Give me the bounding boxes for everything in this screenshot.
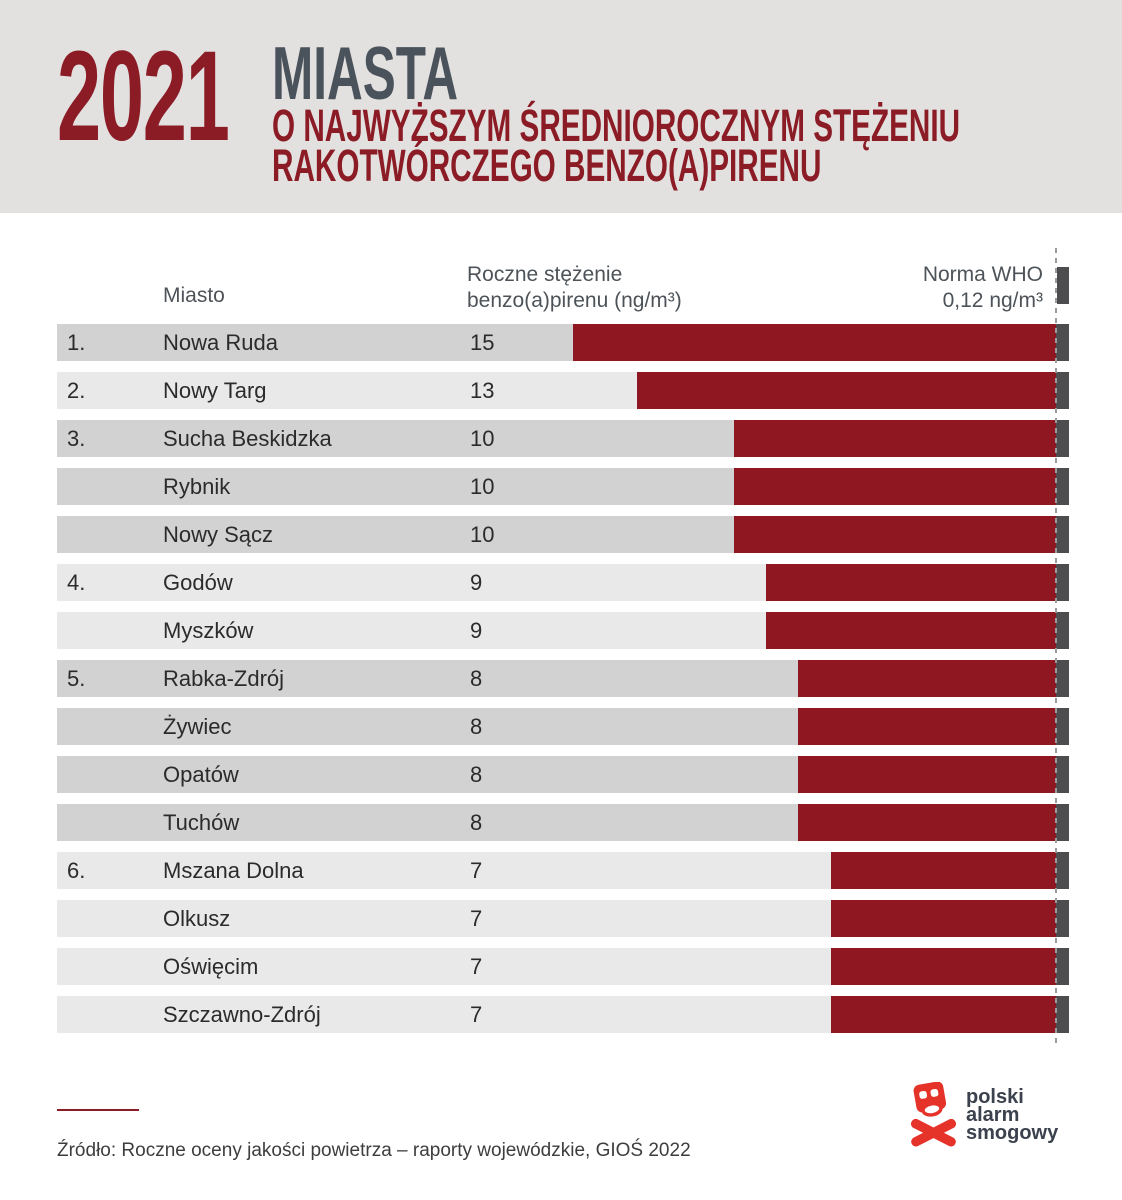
value-label: 8 [470,762,483,787]
column-header-value-line2: benzo(a)pirenu (ng/m³) [467,289,682,312]
city-label: Żywiec [163,714,232,739]
column-header-value-line1: Roczne stężenie [467,263,623,286]
value-bar [798,708,1056,745]
value-bar [798,804,1056,841]
city-label: Oświęcim [163,954,259,979]
value-bar [734,468,1056,505]
norm-cap [1056,660,1069,697]
smog-alarm-skull-icon [910,1082,958,1148]
value-bar [766,612,1056,649]
table-row [57,420,1069,457]
year-label: 2021 [57,25,229,168]
norm-cap [1056,804,1069,841]
table-row [57,804,1069,841]
norm-cap [1056,756,1069,793]
value-label: 8 [470,714,483,739]
norm-cap [1056,948,1069,985]
logo-wordmark [966,1088,1058,1142]
logo-word-1: polski [966,1086,1024,1108]
table-row [57,948,1069,985]
value-label: 7 [470,954,483,979]
value-label: 15 [470,330,495,355]
value-bar [798,756,1056,793]
table-row [57,852,1069,889]
city-label: Opatów [163,762,239,787]
table-row [57,708,1069,745]
norm-cap [1056,420,1069,457]
source-divider-line [57,1109,139,1111]
table-row [57,612,1069,649]
value-label: 10 [470,522,495,547]
norm-cap [1056,852,1069,889]
who-norm-label [923,262,1043,314]
value-bar [734,516,1056,553]
rank-label: 6. [67,858,86,883]
page-subtitle-line2: RAKOTWÓRCZEGO BENZO(A)PIRENU [272,140,822,191]
value-label: 7 [470,906,483,931]
who-norm-label-line1: Norma WHO [922,263,1043,286]
table-row [57,372,1069,409]
value-label: 9 [470,618,483,643]
norm-cap [1056,612,1069,649]
norm-cap [1056,372,1069,409]
polski-alarm-smogowy-logo [910,1082,1120,1148]
city-label: Godów [163,570,233,595]
norm-cap [1056,996,1069,1033]
norm-cap [1056,468,1069,505]
rank-label: 1. [67,330,86,355]
who-norm-dashed-line [1055,248,1057,1043]
bar-rows [57,324,1069,1044]
value-label: 8 [470,810,483,835]
value-label: 13 [470,378,495,403]
value-bar [766,564,1056,601]
value-bar [831,948,1056,985]
city-label: Nowy Sącz [163,522,274,547]
table-row [57,324,1069,361]
city-label: Rabka-Zdrój [163,666,285,691]
value-bar [831,996,1056,1033]
value-bar [798,660,1056,697]
city-label: Olkusz [163,906,231,931]
logo-word-3: smogowy [966,1122,1059,1144]
norm-cap [1056,324,1069,361]
table-row [57,468,1069,505]
rank-label: 5. [67,666,86,691]
value-label: 7 [470,858,483,883]
rank-label: 4. [67,570,86,595]
value-label: 9 [470,570,483,595]
value-bar [734,420,1056,457]
norm-cap [1056,564,1069,601]
table-row [57,564,1069,601]
city-label: Rybnik [163,474,231,499]
value-bar [831,900,1056,937]
who-norm-marker [1057,267,1069,304]
value-bar [637,372,1056,409]
table-row [57,660,1069,697]
city-label: Myszków [163,618,254,643]
norm-cap [1056,900,1069,937]
value-label: 10 [470,426,495,451]
city-label: Tuchów [163,810,240,835]
value-bar [831,852,1056,889]
column-header-value [467,262,682,314]
rank-label: 2. [67,378,86,403]
city-label: Szczawno-Zdrój [163,1002,321,1027]
city-label: Nowa Ruda [163,330,278,355]
city-label: Nowy Targ [163,378,267,403]
value-label: 8 [470,666,483,691]
column-header-city: Miasto [163,284,225,307]
logo-word-2: alarm [966,1104,1020,1126]
table-row [57,996,1069,1033]
table-row [57,756,1069,793]
value-bar [573,324,1056,361]
value-label: 7 [470,1002,483,1027]
page-title: MIASTA [272,31,459,115]
city-label: Sucha Beskidzka [163,426,332,451]
table-row [57,900,1069,937]
norm-cap [1056,516,1069,553]
page-subtitle-line1: O NAJWYŻSZYM ŚREDNIOROCZNYM STĘŻENIU [272,100,961,151]
norm-cap [1056,708,1069,745]
rank-label: 3. [67,426,86,451]
city-label: Mszana Dolna [163,858,304,883]
source-text: Źródło: Roczne oceny jakości powietrza – raporty wojewódzkie, GIOŚ 2022 [57,1140,691,1161]
value-label: 10 [470,474,495,499]
who-norm-label-line2: 0,12 ng/m³ [942,289,1043,312]
table-row [57,516,1069,553]
